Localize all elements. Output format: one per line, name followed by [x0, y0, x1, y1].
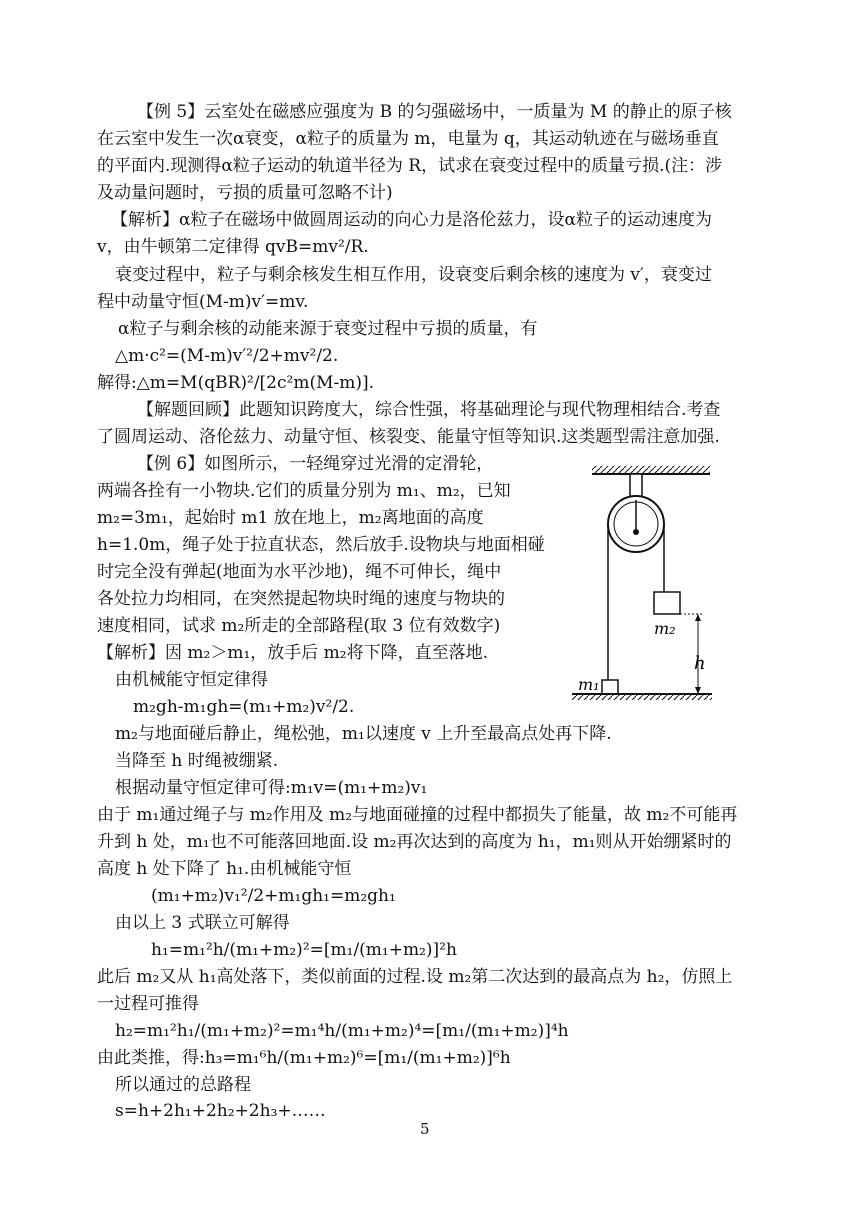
- label-m1: m₁: [578, 675, 600, 694]
- page-number: 5: [420, 1120, 430, 1138]
- text-line: 【解析】因 m₂＞m₁，放手后 m₂将下降，直至落地.: [97, 643, 489, 663]
- text-line: 了圆周运动、洛伦兹力、动量守恒、核裂变、能量守恒等知识.这类题型需注意加强.: [97, 427, 720, 447]
- text-line: 解得:△m=M(qBR)²/[2c²m(M-m)].: [97, 373, 375, 393]
- text-line: 各处拉力均相同，在突然提起物块时绳的速度与物块的: [97, 589, 505, 609]
- text-line: 速度相同，试求 m₂所走的全部路程(取 3 位有效数字): [97, 616, 501, 636]
- text-line: 此后 m₂又从 h₁高处落下，类似前面的过程.设 m₂第二次达到的最高点为 h₂，仿照上: [97, 967, 733, 987]
- label-m2: m₂: [654, 619, 676, 638]
- text-line: 在云室中发生一次α衰变，α粒子的质量为 m，电量为 q，其运动轨迹在与磁场垂直: [97, 129, 719, 149]
- equation-line: h₂=m₁²h₁/(m₁+m₂)²=m₁⁴h/(m₁+m₂)⁴=[m₁/(m₁+m₂)]⁴h: [115, 1021, 569, 1041]
- block-m2: [654, 592, 680, 614]
- equation-line: h₁=m₁²h/(m₁+m₂)²=[m₁/(m₁+m₂)]²h: [151, 940, 457, 960]
- text-line: 两端各拴有一小物块.它们的质量分别为 m₁、m₂，已知: [97, 481, 511, 501]
- text-line: 由以上 3 式联立可解得: [115, 913, 290, 933]
- text-line: 及动量问题时，亏损的质量可忽略不计): [97, 183, 393, 203]
- text-line: 时完全没有弹起(地面为水平沙地)，绳不可伸长，绳中: [97, 562, 502, 582]
- text-line: 【解析】α粒子在磁场中做圆周运动的向心力是洛伦兹力，设α粒子的运动速度为: [111, 210, 712, 230]
- text-line: 根据动量守恒定律可得:m₁v=(m₁+m₂)v₁: [115, 778, 428, 798]
- equation-line: (m₁+m₂)v₁²/2+m₁gh₁=m₂gh₁: [151, 886, 396, 906]
- height-arrow-bottom: [695, 687, 701, 694]
- text-line: 衰变过程中，粒子与剩余核发生相互作用，设衰变后剩余核的速度为 v′，衰变过: [115, 265, 712, 285]
- text-line: 升到 h 处，m₁也不可能落回地面.设 m₂再次达到的高度为 h₁，m₁则从开始绷紧时的: [97, 832, 732, 852]
- ground-hatch: [572, 694, 712, 700]
- text-line: △m·c²=(M-m)v′²/2+mv²/2.: [115, 346, 339, 366]
- equation-line: m₂gh-m₁gh=(m₁+m₂)v²/2.: [133, 697, 355, 717]
- text-line: 的平面内.现测得α粒子运动的轨道半径为 R，试求在衰变过程中的质量亏损.(注：涉: [97, 156, 723, 176]
- text-line: 高度 h 处下降了 h₁.由机械能守恒: [97, 859, 352, 879]
- height-arrow-top: [695, 614, 701, 621]
- label-h: h: [694, 653, 706, 674]
- text-line: 所以通过的总路程: [115, 1075, 251, 1095]
- text-line: 由于 m₁通过绳子与 m₂作用及 m₂与地面碰撞的过程中都损失了能量，故 m₂不可能再: [97, 805, 738, 825]
- text-line: 当降至 h 时绳被绷紧.: [115, 751, 279, 771]
- text-line: 由此类推，得:h₃=m₁⁶h/(m₁+m₂)⁶=[m₁/(m₁+m₂)]⁶h: [97, 1048, 511, 1068]
- text-line: v，由牛顿第二定律得 qvB=mv²/R.: [97, 237, 369, 257]
- ceiling-hatch: [592, 466, 710, 474]
- text-line: 由机械能守恒定律得: [115, 670, 268, 690]
- text-line: 【例 5】云室处在磁感应强度为 B 的匀强磁场中，一质量为 M 的静止的原子核: [137, 102, 732, 122]
- pulley-figure: [570, 462, 720, 702]
- equation-line: s=h+2h₁+2h₂+2h₃+……: [115, 1101, 326, 1121]
- text-line: α粒子与剩余核的动能来源于衰变过程中亏损的质量，有: [118, 319, 538, 339]
- text-line: 一过程可推得: [97, 994, 199, 1014]
- text-line: 【例 6】如图所示，一轻绳穿过光滑的定滑轮，: [137, 454, 494, 474]
- text-line: h=1.0m，绳子处于拉直状态，然后放手.设物块与地面相碰: [97, 535, 545, 555]
- text-line: m₂=3m₁，起始时 m1 放在地上，m₂离地面的高度: [97, 508, 484, 528]
- text-line: 【解题回顾】此题知识跨度大，综合性强，将基础理论与现代物理相结合.考查: [137, 400, 721, 420]
- text-line: 程中动量守恒(M-m)v′=mv.: [97, 292, 309, 312]
- text-line: m₂与地面碰后静止，绳松弛，m₁以速度 v 上升至最高点处再下降.: [115, 724, 612, 744]
- block-m1: [602, 680, 618, 694]
